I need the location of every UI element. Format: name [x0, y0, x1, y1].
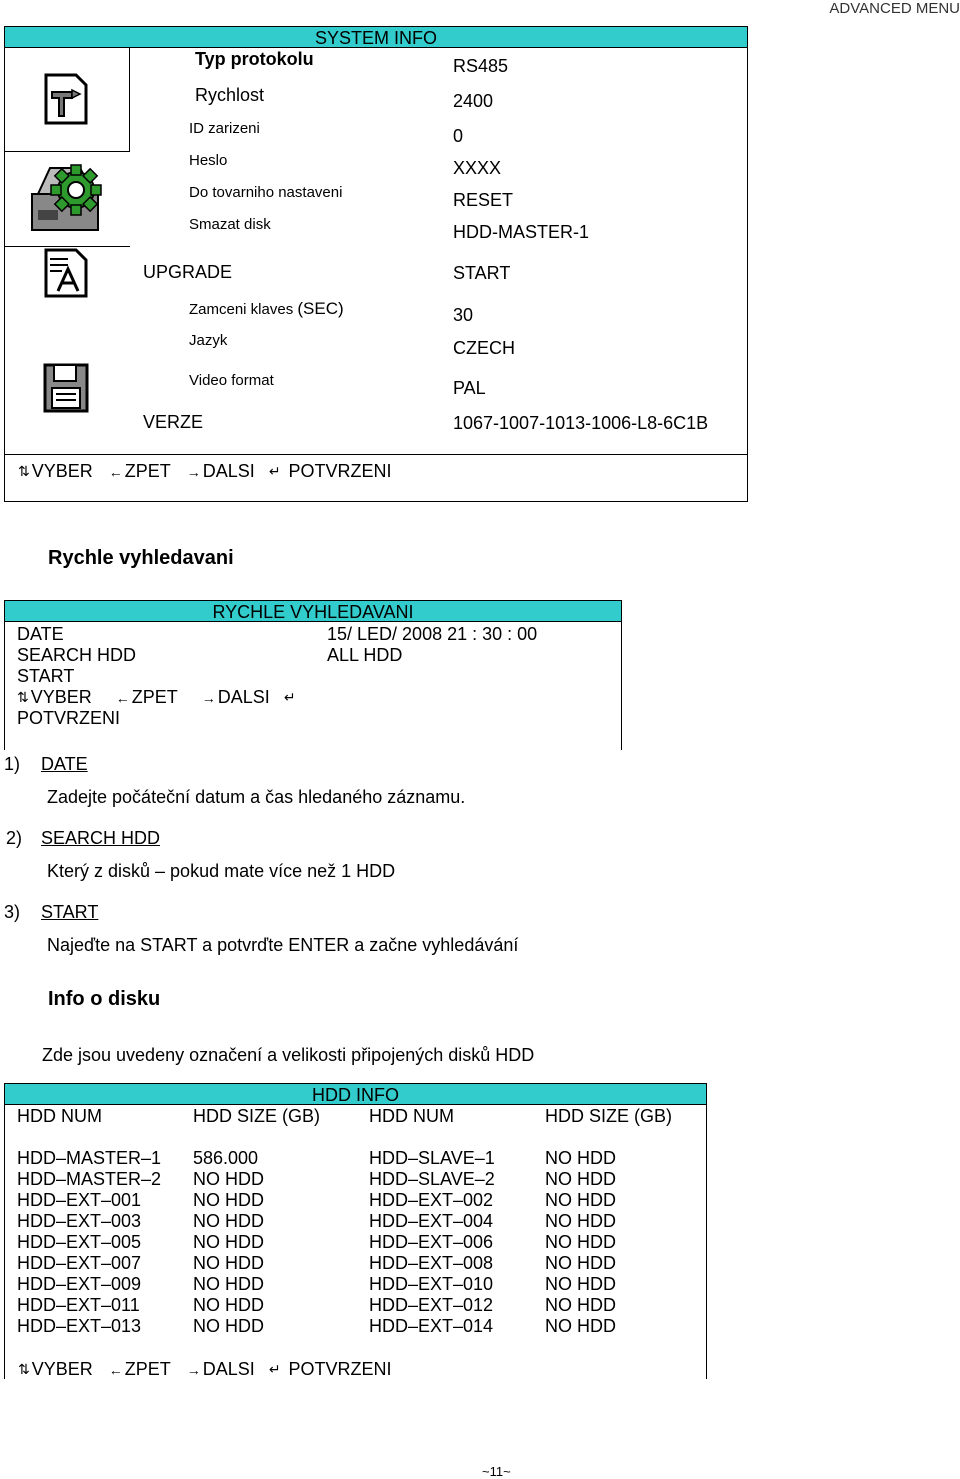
enter-icon: ↵: [268, 463, 281, 479]
item-1-desc: Zadejte počáteční datum a čas hledaného záznamu.: [47, 787, 466, 807]
quick-search-heading: Rychle vyhledavani: [48, 547, 234, 569]
nav-confirm-label: POTVRZENI: [288, 461, 392, 481]
protocol-value[interactable]: RS485: [453, 56, 509, 76]
key-lock-label: [189, 299, 344, 319]
enter-icon: ↵: [283, 689, 296, 705]
item-2-desc: Který z disků – pokud mate více než 1 HDD: [47, 861, 396, 881]
left-arrow-icon: ←: [108, 463, 123, 480]
nav-next-label: DALSI: [202, 1359, 255, 1379]
right-arrow-icon: →: [186, 1361, 201, 1378]
hdd-num-cell: HDD–EXT–005: [17, 1232, 142, 1252]
hdd-header-num-2: HDD NUM: [369, 1106, 454, 1126]
protocol-label: Typ protokolu: [195, 49, 314, 69]
hdd-num-cell: HDD–EXT–001: [17, 1190, 142, 1210]
quick-search-title-text: RYCHLE VYHLEDAVANI: [212, 602, 414, 622]
password-value[interactable]: XXXX: [453, 158, 502, 178]
hdd-header-num-1: HDD NUM: [17, 1106, 102, 1126]
qs-confirm-label: POTVRZENI: [17, 708, 121, 728]
hdd-num-cell: HDD–EXT–004: [369, 1211, 494, 1231]
hdd-size-cell: NO HDD: [193, 1253, 264, 1273]
left-arrow-icon: ←: [108, 1361, 123, 1378]
hdd-size-cell: NO HDD: [545, 1253, 616, 1273]
right-arrow-icon: →: [201, 689, 216, 706]
device-id-value[interactable]: 0: [453, 126, 464, 146]
speed-label: Rychlost: [195, 85, 265, 105]
hdd-size-cell: NO HDD: [193, 1232, 264, 1252]
hdd-size-cell: NO HDD: [545, 1274, 616, 1294]
item-3-number: 3): [4, 902, 21, 922]
hdd-num-cell: HDD–EXT–008: [369, 1253, 494, 1273]
hdd-size-cell: NO HDD: [193, 1295, 264, 1315]
hdd-size-cell: NO HDD: [193, 1190, 264, 1210]
hdd-info-title: [4, 1083, 707, 1105]
hdd-num-cell: HDD–MASTER–1: [17, 1148, 162, 1168]
nav-back-label: ZPET: [124, 461, 171, 481]
factory-reset-button[interactable]: RESET: [453, 190, 514, 210]
qs-date-value[interactable]: 15/ LED/ 2008 21 : 30 : 00: [327, 624, 538, 644]
qs-search-hdd-label: SEARCH HDD: [17, 645, 137, 665]
item-3-desc: Najeďte na START a potvrďte ENTER a začne vyhledávání: [47, 935, 519, 955]
factory-reset-label: Do tovarniho nastaveni: [189, 184, 343, 201]
version-value: 1067-1007-1013-1006-L8-6C1B: [453, 413, 709, 433]
hdd-num-cell: HDD–EXT–011: [17, 1295, 140, 1315]
nav-back-label: ZPET: [131, 687, 178, 707]
hdd-size-cell: NO HDD: [545, 1211, 616, 1231]
key-lock-unit: (SEC): [297, 299, 344, 318]
hdd-size-cell: NO HDD: [193, 1316, 264, 1336]
hdd-num-cell: HDD–EXT–013: [17, 1316, 142, 1336]
advanced-menu-label: ADVANCED MENU: [829, 0, 960, 17]
item-2-number: 2): [6, 828, 23, 848]
hdd-num-cell: HDD–EXT–014: [369, 1316, 494, 1336]
nav-next-label: DALSI: [202, 461, 255, 481]
hdd-info-nav: [18, 1359, 392, 1380]
page-number: ~11~: [482, 1464, 511, 1479]
disk-info-intro: Zde jsou uvedeny označení a velikosti připojených disků HDD: [42, 1045, 535, 1065]
password-label: Heslo: [189, 152, 228, 169]
hdd-size-cell: NO HDD: [545, 1232, 616, 1252]
hdd-size-cell: NO HDD: [193, 1169, 264, 1189]
key-lock-value[interactable]: 30: [453, 305, 474, 325]
hdd-num-cell: HDD–EXT–006: [369, 1232, 494, 1252]
system-info-nav: [18, 461, 392, 482]
upgrade-start-button[interactable]: START: [453, 263, 511, 283]
nav-select-label: VYBER: [31, 461, 93, 481]
qs-search-hdd-value[interactable]: ALL HDD: [327, 645, 403, 665]
language-label: Jazyk: [189, 332, 228, 349]
item-3-term: START: [41, 902, 99, 922]
enter-icon: ↵: [268, 1361, 281, 1377]
hdd-size-cell: NO HDD: [545, 1148, 616, 1168]
floppy-icon[interactable]: [42, 362, 90, 414]
hdd-gear-icon[interactable]: [28, 160, 104, 238]
item-1-number: 1): [4, 754, 21, 774]
hdd-info-title-text: HDD INFO: [312, 1085, 399, 1105]
item-2-term: SEARCH HDD: [41, 828, 161, 848]
hdd-num-cell: HDD–SLAVE–1: [369, 1148, 495, 1168]
clear-disk-value[interactable]: HDD-MASTER-1: [453, 222, 590, 242]
hdd-size-cell: NO HDD: [545, 1169, 616, 1189]
hdd-num-cell: HDD–EXT–010: [369, 1274, 494, 1294]
video-format-value[interactable]: PAL: [453, 378, 486, 398]
hdd-size-cell: NO HDD: [545, 1295, 616, 1315]
up-down-arrow-icon: ⇅: [17, 689, 29, 705]
nav-select-label: VYBER: [30, 687, 92, 707]
clear-disk-label: Smazat disk: [189, 216, 271, 233]
quick-search-nav: [17, 687, 298, 708]
system-info-title-text: SYSTEM INFO: [314, 28, 437, 48]
nav-select-label: VYBER: [31, 1359, 93, 1379]
system-info-title: [4, 26, 748, 48]
hammer-doc-icon[interactable]: [42, 72, 90, 126]
hdd-size-cell: NO HDD: [193, 1211, 264, 1231]
up-down-arrow-icon: ⇅: [18, 1361, 30, 1377]
hdd-num-cell: HDD–MASTER–2: [17, 1169, 162, 1189]
hdd-header-size-1: HDD SIZE (GB): [193, 1106, 321, 1126]
hdd-size-cell: NO HDD: [545, 1316, 616, 1336]
right-arrow-icon: →: [186, 463, 201, 480]
hdd-num-cell: HDD–EXT–003: [17, 1211, 142, 1231]
qs-start-button[interactable]: START: [17, 666, 75, 686]
hdd-num-cell: HDD–SLAVE–2: [369, 1169, 495, 1189]
upgrade-label: UPGRADE: [143, 262, 233, 282]
device-id-label: ID zarizeni: [189, 120, 260, 137]
nav-next-label: DALSI: [217, 687, 270, 707]
hdd-num-cell: HDD–EXT–012: [369, 1295, 494, 1315]
hdd-num-cell: HDD–EXT–007: [17, 1253, 142, 1273]
up-down-arrow-icon: ⇅: [18, 463, 30, 479]
nav-confirm-label: POTVRZENI: [288, 1359, 392, 1379]
qs-date-label: DATE: [17, 624, 64, 644]
speed-value[interactable]: 2400: [453, 91, 494, 111]
quick-search-title: [4, 600, 622, 622]
language-value[interactable]: CZECH: [453, 338, 515, 358]
hdd-num-cell: HDD–EXT–002: [369, 1190, 494, 1210]
video-format-label: Video format: [189, 372, 274, 389]
font-doc-icon[interactable]: [42, 247, 90, 299]
hdd-num-cell: HDD–EXT–009: [17, 1274, 142, 1294]
hdd-size-cell: 586.000: [193, 1148, 259, 1168]
version-label: VERZE: [143, 412, 204, 432]
hdd-size-cell: NO HDD: [193, 1274, 264, 1294]
item-1-term: DATE: [41, 754, 88, 774]
disk-info-heading: Info o disku: [48, 988, 161, 1010]
hdd-size-cell: NO HDD: [545, 1190, 616, 1210]
key-lock-label-text: Zamceni klaves: [189, 301, 294, 318]
left-arrow-icon: ←: [115, 689, 130, 706]
nav-back-label: ZPET: [124, 1359, 171, 1379]
hdd-header-size-2: HDD SIZE (GB): [545, 1106, 673, 1126]
